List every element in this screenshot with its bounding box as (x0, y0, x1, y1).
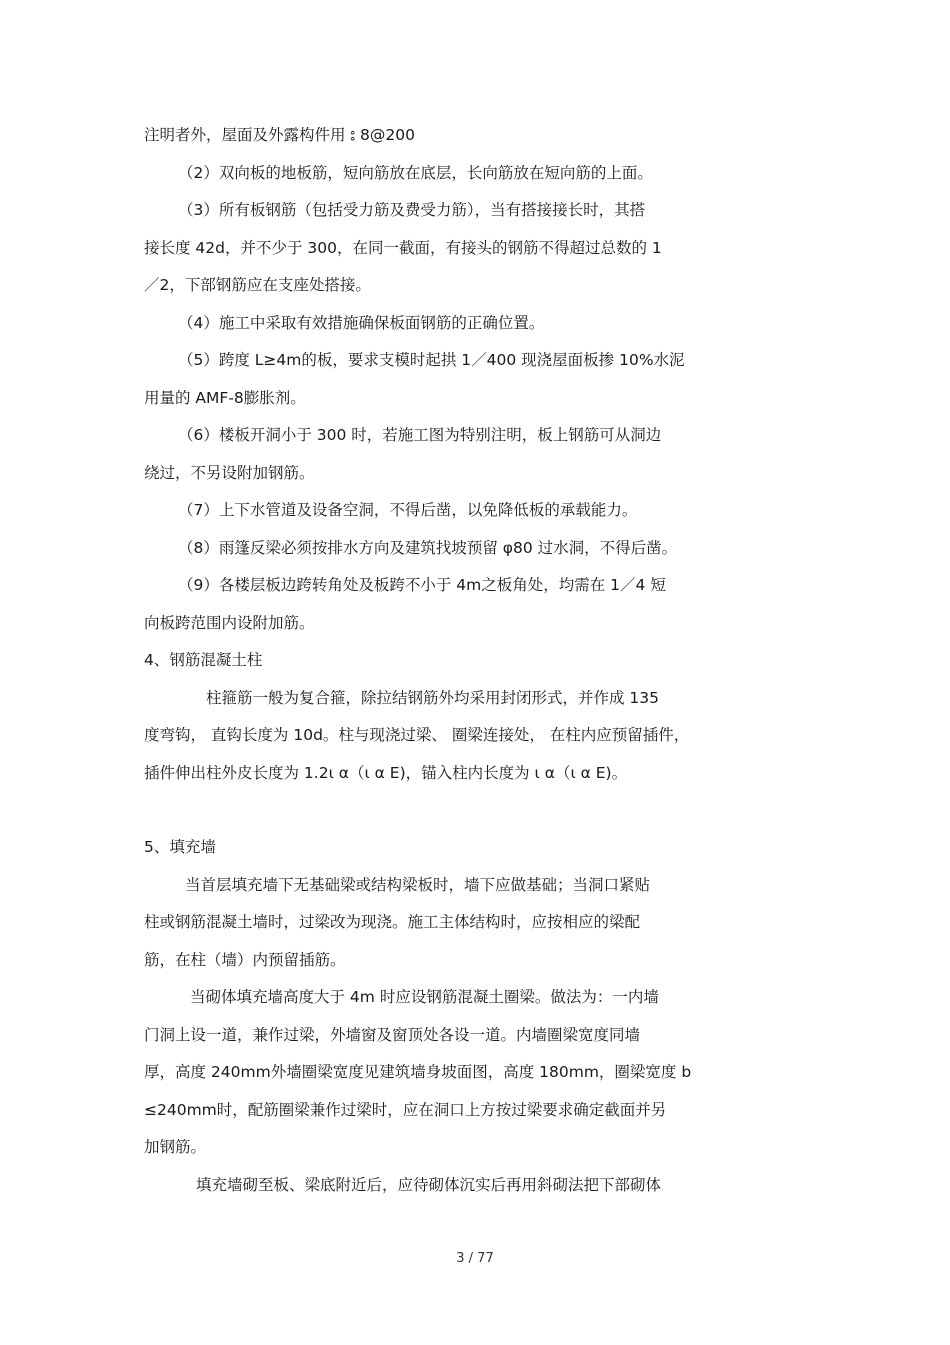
text-line: 绕过，不另设附加钢筋。 (144, 464, 315, 482)
text-line: 填充墙砌至板、梁底附近后，应待砌体沉实后再用斜砌法把下部砌体 (196, 1176, 662, 1194)
text-line: （7）上下水管道及设备空洞，不得后凿，以免降低板的承载能力。 (178, 501, 638, 519)
text-line: 门洞上设一道，兼作过梁，外墙窗及窗顶处各设一道。内墙圈梁宽度同墙 (144, 1026, 641, 1044)
text-line: ≤240mm时，配筋圈梁兼作过梁时，应在洞口上方按过梁要求确定截面并另 (144, 1101, 667, 1119)
text-line: 接长度 42d，并不少于 300，在同一截面，有接头的钢筋不得超过总数的 1 (144, 239, 662, 257)
text-line: （4）施工中采取有效措施确保板面钢筋的正确位置。 (178, 314, 545, 332)
text-line: 注明者外，屋面及外露构件用 ⦂ 8@200 (144, 126, 415, 144)
text-line: （5）跨度 L≥4m的板，要求支模时起拱 1／400 现浇屋面板掺 10%水泥 (178, 351, 685, 369)
text-line: 筋，在柱（墙）内预留插筋。 (144, 951, 346, 969)
text-line: （9）各楼层板边跨转角处及板跨不小于 4m之板角处，均需在 1／4 短 (178, 576, 666, 594)
text-line: 插件伸出柱外皮长度为 1.2ι α（ι α E)，锚入柱内长度为 ι α（ι α E)。 (144, 764, 628, 782)
text-line: 当首层填充墙下无基础梁或结构梁板时，墙下应做基础；当洞口紧贴 (185, 876, 651, 894)
text-line: 柱或钢筋混凝土墙时，过梁改为现浇。施工主体结构时，应按相应的梁配 (144, 913, 641, 931)
text-line: 柱箍筋一般为复合箍，除拉结钢筋外均采用封闭形式，并作成 135 (206, 689, 660, 707)
text-line: 厚，高度 240mm外墙圈梁宽度见建筑墙身坡面图，高度 180mm，圈梁宽度 b (144, 1063, 692, 1081)
page-number: 3 / 77 (456, 1251, 494, 1266)
text-line: 向板跨范围内设附加筋。 (144, 614, 315, 632)
text-line: 加钢筋。 (144, 1138, 207, 1156)
text-line: 用量的 AMF-8膨胀剂。 (144, 389, 306, 407)
section-heading: 4、钢筋混凝土柱 (144, 651, 263, 669)
text-line: （6）楼板开洞小于 300 时，若施工图为特别注明，板上钢筋可从洞边 (178, 426, 662, 444)
text-line: （2）双向板的地板筋，短向筋放在底层，长向筋放在短向筋的上面。 (178, 164, 653, 182)
section-heading: 5、填充墙 (144, 838, 216, 856)
text-line: ／2，下部钢筋应在支座处搭接。 (144, 276, 371, 294)
text-line: （3）所有板钢筋（包括受力筋及费受力筋），当有搭接接长时，其搭 (178, 201, 646, 219)
text-line: 度弯钩， 直钩长度为 10d。柱与现浇过梁、 圈梁连接处， 在柱内应预留插件， (144, 726, 690, 744)
text-line: 当砌体填充墙高度大于 4m 时应设钢筋混凝土圈梁。做法为：一内墙 (190, 988, 659, 1006)
text-line: （8）雨篷反梁必须按排水方向及建筑找坡预留 φ80 过水洞，不得后凿。 (178, 539, 678, 557)
